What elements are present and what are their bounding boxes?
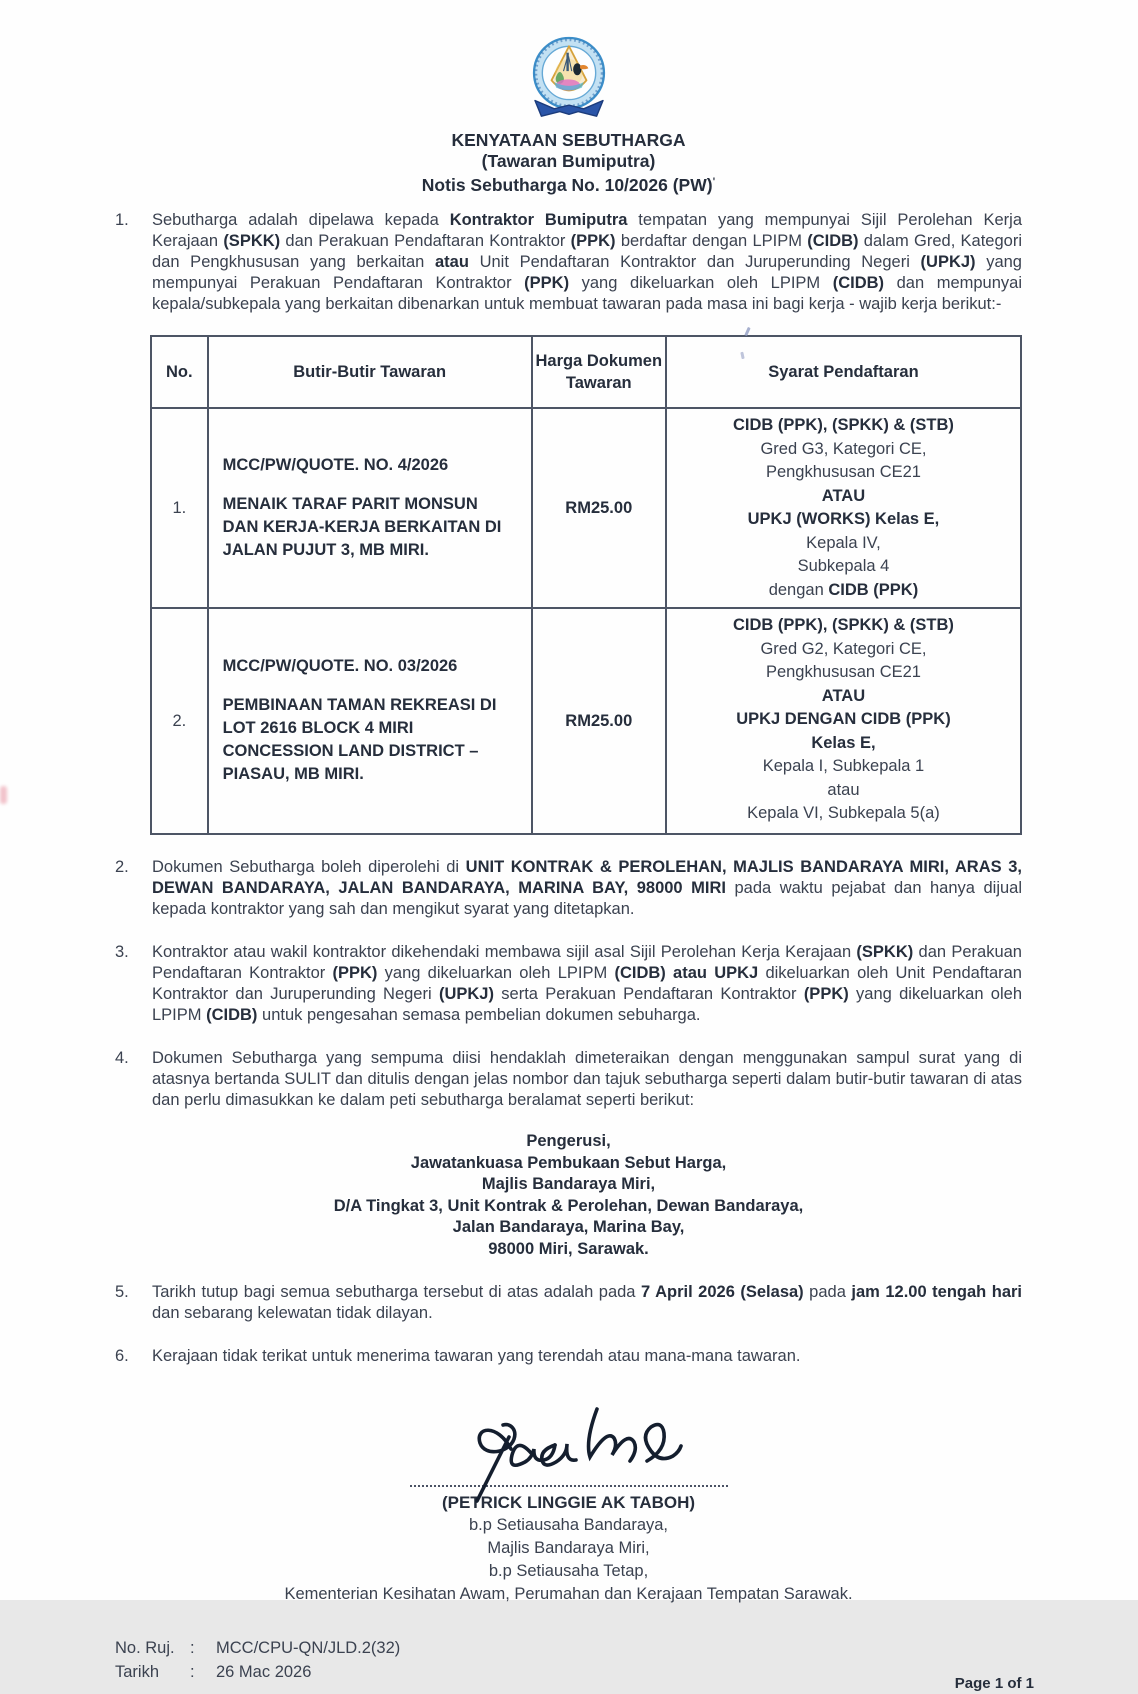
text-segment: Kontraktor Bumiputra [449, 211, 628, 229]
date-label: Tarikh [115, 1663, 160, 1681]
text-segment: dikeluarkan oleh Unit Pendaftaran Kontraktor dan Juruperunding Negeri [152, 964, 1022, 1003]
text-segment: (CIDB) [832, 274, 885, 292]
text-line [673, 755, 1014, 779]
text-line [115, 1217, 1022, 1239]
text-segment: D/A Tingkat 3, Unit Kontrak & Perolehan, Dewan Bandaraya, [333, 1196, 804, 1215]
pen-mark: ' [712, 176, 716, 188]
ref-label: No. Ruj. [115, 1639, 175, 1657]
text-line [115, 1514, 1022, 1537]
paragraph-text [152, 1282, 1022, 1324]
text-line [115, 1583, 1022, 1606]
text-segment: (CIDB) [807, 232, 859, 250]
quote-reference: MCC/PW/QUOTE. NO. 4/2026 [222, 455, 449, 474]
text-line [673, 732, 1014, 756]
header-syarat: Syarat Pendaftaran [666, 336, 1021, 408]
text-segment: (PPK) [524, 274, 570, 292]
paragraph-5 [115, 1282, 1022, 1324]
text-segment: pada waktu pejabat dan hanya dijual kepada kontraktor yang sah dan mengikut syarat yang ditetapkan. [152, 879, 1023, 918]
text-segment: Kepala VI, Subkepala 5(a) [747, 804, 940, 822]
text-segment: yang mempunyai Perakuan Pendaftaran Kontraktor [152, 253, 1022, 292]
text-line [673, 802, 1014, 826]
text-line [673, 685, 1014, 709]
text-line [115, 1153, 1022, 1175]
text-line [673, 638, 1014, 662]
text-line [673, 508, 1014, 532]
text-segment: dan sebarang kelewatan tidak dilayan. [152, 1304, 433, 1322]
ref-value: MCC/CPU-QN/JLD.2(32) [216, 1639, 401, 1657]
text-segment: jam 12.00 tengah hari [851, 1283, 1022, 1301]
text-segment: Jawatankuasa Pembukaan Sebut Harga, [410, 1153, 727, 1172]
text-line [115, 1196, 1022, 1218]
text-segment: Majlis Bandaraya Miri, [481, 1175, 656, 1193]
text-segment: dan Perakuan Pendaftaran Kontraktor [152, 943, 1022, 982]
text-line [673, 532, 1014, 556]
paragraph-text [152, 1048, 1022, 1111]
text-segment: Dokumen Sebutharga boleh diperolehi di [152, 858, 466, 876]
paragraph-number: 4. [115, 1049, 129, 1067]
signatory-name: (PETRICK LINGGIE AK TABOH) [441, 1493, 696, 1512]
date-value: 26 Mac 2026 [216, 1663, 312, 1681]
document-title: KENYATAAN SEBUTHARGA [451, 130, 686, 150]
text-segment: Kepala I, Subkepala 1 [762, 757, 925, 775]
text-segment: b.p Setiausaha Bandaraya, [468, 1516, 669, 1534]
text-segment: 7 April 2026 (Selasa) [641, 1283, 804, 1301]
text-segment: Pengerusi, [526, 1132, 611, 1150]
text-segment: dan Perakuan Pendaftaran Kontraktor [280, 232, 571, 250]
text-line [673, 661, 1014, 685]
row-number: 2. [151, 608, 208, 834]
handwritten-signature [439, 1397, 699, 1505]
submission-address [115, 1131, 1022, 1260]
document-price: RM25.00 [532, 608, 666, 834]
document-subtitle: (Tawaran Bumiputra) [481, 151, 656, 171]
text-segment: Jalan Bandaraya, Marina Bay, [452, 1218, 685, 1236]
paragraph-text [152, 210, 1022, 315]
text-segment: (UPKJ) [920, 253, 976, 271]
text-segment: b.p Setiausaha Tetap, [488, 1562, 649, 1580]
text-segment: CIDB (PPK) [828, 580, 919, 599]
text-segment: CIDB (PPK), (SPKK) & (STB) [733, 416, 954, 434]
text-segment: berdaftar dengan LPIPM [615, 232, 808, 250]
table-row [151, 408, 1021, 608]
text-line [673, 461, 1014, 485]
text-segment: (CIDB) atau UPKJ [614, 964, 759, 982]
quote-reference: MCC/PW/QUOTE. NO. 03/2026 [222, 657, 458, 675]
text-segment: pada [803, 1283, 852, 1301]
text-segment: dengan [768, 580, 829, 599]
text-segment: ATAU [821, 686, 866, 705]
text-segment: Kelas E, [811, 733, 876, 752]
text-segment: yang dikeluarkan oleh LPIPM [152, 985, 1022, 1024]
paragraph-6 [115, 1346, 1022, 1367]
text-segment: Unit Pendaftaran Kontraktor dan Juruperunding Negeri [468, 253, 921, 271]
text-segment: Sebutharga adalah dipelawa kepada [152, 211, 450, 229]
table-header-row [151, 336, 1021, 408]
scan-smudge [0, 786, 7, 804]
text-segment: yang dikeluarkan oleh LPIPM [377, 964, 615, 982]
text-segment: ATAU [821, 486, 866, 505]
text-segment: dalam Gred, Kategori dan Pengkhususan yang berkaitan [152, 232, 1022, 271]
text-segment: dan mempunyai kepala/subkepala yang berkaitan dibenarkan untuk membuat tawaran pada masa ini bagi kerja - wajib kerja berikut:- [152, 274, 1022, 313]
text-line [673, 779, 1014, 803]
text-segment: UPKJ DENGAN CIDB (PPK) [736, 710, 951, 728]
text-line [115, 1174, 1022, 1196]
text-segment: (UPKJ) [438, 985, 494, 1003]
tender-title: MENAIK TARAF PARIT MONSUN DAN KERJA-KERJA BERKAITAN DI JALAN PUJUT 3, MB MIRI. [222, 494, 502, 559]
paragraph-text [152, 1346, 1022, 1367]
text-line [673, 614, 1014, 638]
date-separator: : [190, 1663, 195, 1681]
text-segment: Gred G2, Kategori CE, [760, 639, 927, 658]
signatory-titles [115, 1514, 1022, 1606]
notice-number: Notis Sebutharga No. 10/2026 (PW)' [421, 175, 716, 195]
text-segment: yang dikeluarkan oleh LPIPM [569, 274, 833, 292]
text-segment: Majlis Bandaraya Miri, [487, 1539, 650, 1557]
text-segment: Kepala IV, [806, 533, 881, 552]
registration-requirements [666, 608, 1021, 834]
paragraph-number: 3. [115, 943, 129, 961]
paragraph-text [152, 857, 1022, 920]
text-segment: Kementerian Kesihatan Awam, Perumahan dan Kerajaan Tempatan Sarawak. [284, 1585, 853, 1603]
text-segment: Kerajaan tidak terikat untuk menerima tawaran yang terendah atau mana-mana tawaran. [152, 1347, 801, 1365]
paragraph-number: 1. [115, 211, 129, 229]
tender-details-cell [208, 408, 532, 608]
table-row [151, 608, 1021, 834]
paragraph-1 [115, 210, 1022, 315]
text-line [673, 579, 1014, 603]
paragraph-4 [115, 1048, 1022, 1111]
text-segment: atau [434, 253, 469, 271]
text-line [673, 414, 1014, 438]
header-harga: Harga Dokumen Tawaran [532, 336, 666, 408]
text-segment: serta Perakuan Pendaftaran Kontraktor [493, 985, 804, 1003]
document-price: RM25.00 [532, 408, 666, 608]
ref-separator: : [190, 1639, 195, 1657]
date-row [115, 1660, 1022, 1684]
text-line [115, 1239, 1022, 1261]
paragraph-number: 5. [115, 1283, 129, 1301]
signature-block [115, 1397, 1022, 1606]
paragraph-number: 6. [115, 1347, 129, 1365]
registration-requirements [666, 408, 1021, 608]
text-segment: Tarikh tutup bagi semua sebutharga tersebut di atas adalah pada [152, 1283, 641, 1301]
text-line [115, 1131, 1022, 1153]
text-line [673, 708, 1014, 732]
text-segment: Pengkhususan CE21 [765, 463, 921, 481]
text-line [673, 485, 1014, 509]
text-segment: 98000 Miri, Sarawak. [488, 1239, 649, 1258]
header-butir: Butir-Butir Tawaran [208, 336, 532, 408]
text-segment: Pengkhususan CE21 [765, 663, 921, 681]
text-segment: (SPKK) [856, 943, 914, 961]
text-line [115, 1537, 1022, 1560]
text-segment: atau [827, 780, 860, 799]
text-line [673, 438, 1014, 462]
tender-table [150, 335, 1022, 835]
text-segment: UPKJ (WORKS) Kelas E, [747, 510, 940, 528]
text-line [673, 555, 1014, 579]
tender-title: PEMBINAAN TAMAN REKREASI DI LOT 2616 BLOCK 4 MIRI CONCESSION LAND DISTRICT – PIASAU, MB MIRI. [222, 696, 497, 783]
text-segment: untuk pengesahan semasa pembelian dokumen sebuharga. [257, 1006, 701, 1024]
header-no: No. [151, 336, 208, 408]
paragraph-3 [115, 942, 1022, 1026]
document-header [115, 34, 1022, 196]
text-segment: CIDB (PPK), (SPKK) & (STB) [733, 616, 954, 634]
document-footer [115, 1636, 1034, 1692]
text-segment: (PPK) [570, 232, 616, 250]
text-segment: (PPK) [803, 985, 849, 1003]
text-line [115, 1560, 1022, 1583]
row-number: 1. [151, 408, 208, 608]
city-council-crest-icon [523, 34, 615, 128]
page-number: Page 1 of 1 [954, 1675, 1034, 1692]
text-segment: tempatan yang mempunyai Sijil Perolehan Kerja Kerajaan [152, 211, 1023, 250]
text-segment: Dokumen Sebutharga yang sempuma diisi hendaklah dimeteraikan dengan menggunakan sampul surat yang di atasnya bertanda SULIT dan ditulis dengan jelas nombor dan tajuk sebutharga seperti dalam butir-butir tawaran di atas dan perlu dimasukkan ke dalam peti sebutharga beralamat seperti berikut: [152, 1049, 1022, 1109]
paragraph-number: 2. [115, 858, 129, 876]
text-segment: (CIDB) [206, 1006, 258, 1024]
reference-number-row [115, 1636, 1022, 1660]
tender-details-cell [208, 608, 532, 834]
text-segment: (SPKK) [223, 232, 281, 250]
paragraph-2 [115, 857, 1022, 920]
text-segment: Kontraktor atau wakil kontraktor dikehendaki membawa sijil asal Sijil Perolehan Kerja Kerajaan [152, 943, 857, 961]
text-segment: Subkepala 4 [797, 557, 890, 575]
text-segment: UNIT KONTRAK & PEROLEHAN, MAJLIS BANDARAYA MIRI, ARAS 3, DEWAN BANDARAYA, JALAN BANDARAYA, MARINA BAY, 98000 MIRI [152, 858, 1023, 897]
text-segment: (PPK) [332, 964, 378, 982]
paragraph-text [152, 942, 1022, 1026]
text-segment: Gred G3, Kategori CE, [760, 439, 927, 458]
